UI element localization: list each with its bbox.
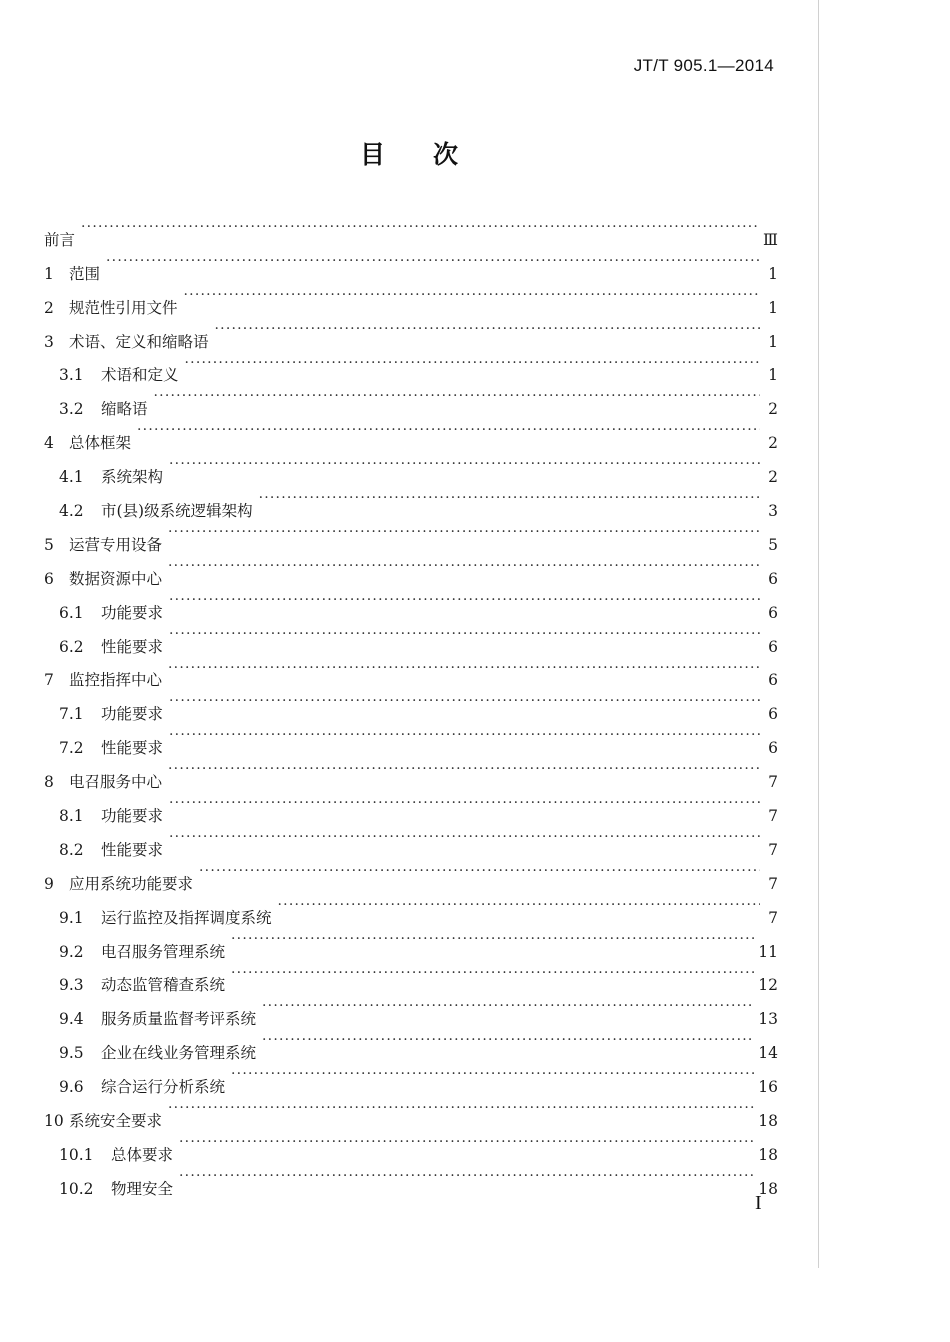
toc-entry-page: 13 <box>758 1010 778 1029</box>
toc-entry-page: Ⅲ <box>763 230 778 249</box>
toc-entry-number: 9.3 <box>59 976 84 995</box>
toc-dot-leader <box>168 652 760 686</box>
toc-entry-page: 1 <box>768 298 778 317</box>
toc-entry-page: 18 <box>758 1145 778 1164</box>
document-code-header: JT/T 905.1—2014 <box>633 56 774 75</box>
toc-entry-page: 11 <box>758 942 778 961</box>
toc-entry-page: 6 <box>768 603 778 622</box>
toc-entry-title: 规范性引用文件 <box>69 298 178 317</box>
toc-dot-leader <box>231 957 754 991</box>
toc-entry-title: 应用系统功能要求 <box>69 874 194 893</box>
toc-entry-number: 4.2 <box>59 502 84 521</box>
toc-dot-leader <box>169 685 760 719</box>
toc-entry-page: 7 <box>768 908 778 927</box>
page-edge-line <box>818 0 819 1268</box>
toc-entry-title: 前言 <box>44 230 76 249</box>
page-number: I <box>755 1192 762 1214</box>
toc-entry-title: 数据资源中心 <box>69 569 163 588</box>
toc-entry-number: 9.5 <box>59 1044 84 1063</box>
toc-entry-page: 6 <box>768 705 778 724</box>
toc-entry-number: 2 <box>44 298 54 317</box>
toc-entry-title: 总体框架 <box>69 434 132 453</box>
toc-dot-leader <box>231 923 754 957</box>
toc-entry-number: 10 <box>44 1112 64 1131</box>
toc-entry-number: 5 <box>44 535 54 554</box>
page-title: 目次 <box>359 140 506 169</box>
toc-entry-number: 9.1 <box>59 908 84 927</box>
toc-dot-leader <box>154 380 760 414</box>
toc-entry-page: 2 <box>768 434 778 453</box>
toc-entry-number: 6 <box>44 569 54 588</box>
toc-entry-title: 范围 <box>69 264 101 283</box>
toc-entry-title: 系统架构 <box>101 468 164 487</box>
toc-entry-page: 2 <box>768 400 778 419</box>
toc-dot-leader <box>215 313 760 347</box>
toc-dot-leader <box>169 719 760 753</box>
toc-entry-page: 7 <box>768 840 778 859</box>
toc-entry-number: 3.2 <box>59 400 84 419</box>
toc-entry-title: 动态监管稽查系统 <box>101 976 226 995</box>
toc-entry-page: 7 <box>768 773 778 792</box>
toc-entry-title: 电召服务中心 <box>69 773 163 792</box>
toc-dot-leader <box>278 889 760 923</box>
toc-dot-leader <box>168 550 760 584</box>
toc-entry-title: 物理安全 <box>111 1179 174 1198</box>
toc-entry-number: 6.2 <box>59 637 84 656</box>
toc-entry-number: 8.1 <box>59 807 84 826</box>
toc-entry-number: 3 <box>44 332 54 351</box>
toc-entry-title: 术语和定义 <box>101 366 179 385</box>
toc-entry-title: 综合运行分析系统 <box>101 1078 226 1097</box>
toc-entry-title: 性能要求 <box>101 840 164 859</box>
toc-entry-title: 功能要求 <box>101 807 164 826</box>
toc-entry-title: 性能要求 <box>101 739 164 758</box>
toc-entry-title: 运行监控及指挥调度系统 <box>101 908 272 927</box>
toc-entry-number: 1 <box>44 264 54 283</box>
toc-dot-leader <box>185 347 760 381</box>
toc-entry[interactable] <box>44 414 778 453</box>
toc-entry-page: 6 <box>768 637 778 656</box>
toc-dot-leader <box>169 618 760 652</box>
toc-entry-page: 1 <box>768 332 778 351</box>
toc-entry-number: 8.2 <box>59 840 84 859</box>
toc-entry-page: 7 <box>768 807 778 826</box>
toc-entry-page: 3 <box>768 502 778 521</box>
toc-entry-page: 1 <box>768 264 778 283</box>
toc-entry-title: 电召服务管理系统 <box>101 942 226 961</box>
toc-dot-leader <box>168 516 760 550</box>
toc-dot-leader <box>262 1024 754 1058</box>
toc-dot-leader <box>179 1160 754 1194</box>
toc-entry-page: 6 <box>768 569 778 588</box>
toc-entry-number: 7.1 <box>59 705 84 724</box>
toc-entry-number: 10.1 <box>59 1145 94 1164</box>
toc-entry[interactable] <box>44 211 778 249</box>
toc-entry-title: 系统安全要求 <box>69 1112 163 1131</box>
toc-dot-leader <box>169 584 760 618</box>
toc-entry-title: 运营专用设备 <box>69 535 163 554</box>
toc-entry-page: 18 <box>758 1179 778 1198</box>
toc-entry-title: 服务质量监督考评系统 <box>101 1010 257 1029</box>
toc-dot-leader <box>168 753 760 787</box>
toc-entry[interactable] <box>44 380 778 419</box>
toc-entry-number: 6.1 <box>59 603 84 622</box>
toc-dot-leader <box>259 482 760 516</box>
toc-entry-title: 功能要求 <box>101 603 164 622</box>
toc-entry-page: 6 <box>768 671 778 690</box>
toc-entry-number: 9.4 <box>59 1010 84 1029</box>
toc-entry-number: 9.6 <box>59 1078 84 1097</box>
toc-entry[interactable] <box>44 448 778 487</box>
toc-entry-title: 市(县)级系统逻辑架构 <box>101 502 253 521</box>
toc-entry-title: 缩略语 <box>101 400 148 419</box>
toc-dot-leader <box>184 279 760 313</box>
toc-dot-leader <box>106 245 760 279</box>
toc-entry-number: 10.2 <box>59 1179 94 1198</box>
toc-entry-title: 企业在线业务管理系统 <box>101 1044 257 1063</box>
toc-dot-leader <box>179 1126 754 1160</box>
toc-entry-page: 18 <box>758 1112 778 1131</box>
toc-dot-leader <box>169 821 760 855</box>
toc-entry[interactable] <box>44 245 778 283</box>
toc-entry-number: 3.1 <box>59 366 84 385</box>
toc-entry-page: 1 <box>768 366 778 385</box>
toc-entry[interactable] <box>44 279 778 317</box>
toc-entry-number: 7 <box>44 671 54 690</box>
toc-entry-title: 总体要求 <box>111 1145 174 1164</box>
toc-dot-leader <box>231 1058 754 1092</box>
toc-entry-number: 7.2 <box>59 739 84 758</box>
table-of-contents <box>44 211 778 1198</box>
toc-dot-leader <box>137 414 760 448</box>
toc-entry-page: 16 <box>758 1078 778 1097</box>
toc-dot-leader <box>169 787 760 821</box>
toc-entry-page: 6 <box>768 739 778 758</box>
toc-entry-number: 9.2 <box>59 942 84 961</box>
toc-dot-leader <box>81 211 759 245</box>
toc-entry-number: 4.1 <box>59 468 84 487</box>
toc-dot-leader <box>168 1092 754 1126</box>
toc-entry-page: 5 <box>768 535 778 554</box>
toc-entry-page: 7 <box>768 874 778 893</box>
toc-entry-title: 功能要求 <box>101 705 164 724</box>
toc-entry-number: 4 <box>44 434 54 453</box>
toc-dot-leader <box>169 448 760 482</box>
toc-entry-title: 性能要求 <box>101 637 164 656</box>
toc-entry-title: 术语、定义和缩略语 <box>69 332 209 351</box>
toc-entry-number: 8 <box>44 773 54 792</box>
toc-entry-page: 12 <box>758 976 778 995</box>
toc-entry-page: 14 <box>758 1044 778 1063</box>
toc-entry-number: 9 <box>44 874 54 893</box>
toc-entry-title: 监控指挥中心 <box>69 671 163 690</box>
toc-entry-page: 2 <box>768 468 778 487</box>
toc-dot-leader <box>262 990 754 1024</box>
toc-dot-leader <box>199 855 760 889</box>
